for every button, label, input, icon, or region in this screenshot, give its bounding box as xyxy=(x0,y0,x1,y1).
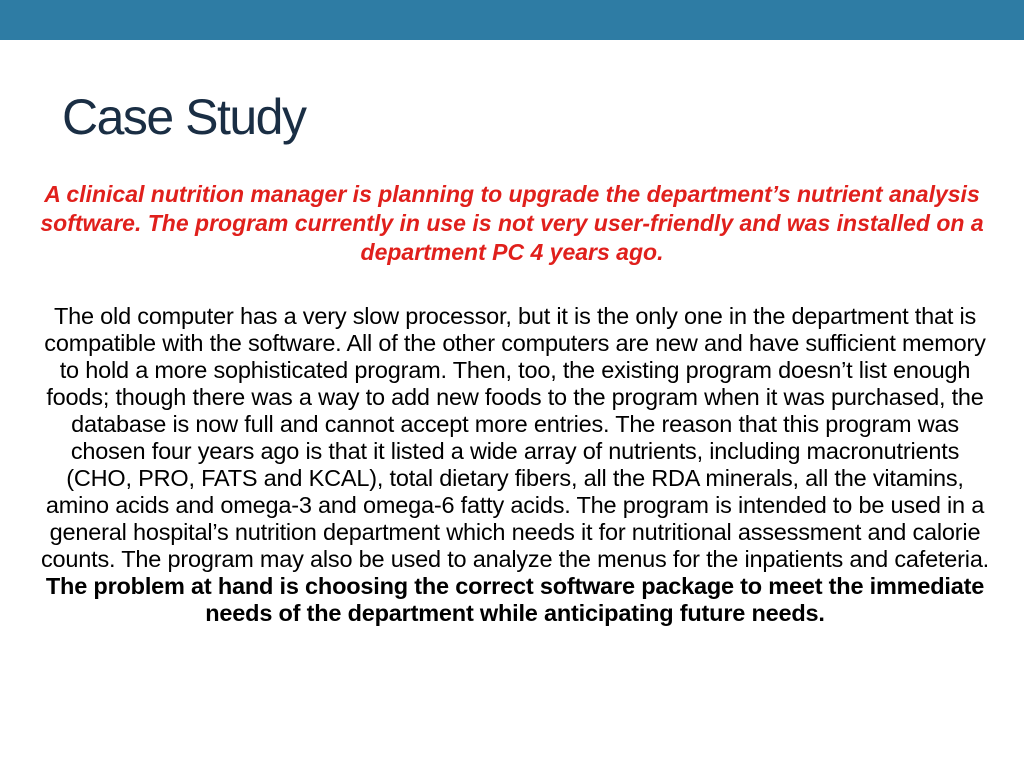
slide-title: Case Study xyxy=(62,89,306,145)
case-details-text: The old computer has a very slow processor, but it is the only one in the department that is compatible with the software. All of the other computers are new and have sufficient memory to hold a more sophisticated program. Then, too, the existing program doesn’t list enough foods; though there was a way to add new foods to the program when it was purchased, the database is now full and cannot accept more entries. The reason that this program was chosen four years ago is that it listed a wide array of nutrients, including macronutrients (CHO, PRO, FATS and KCAL), total dietary fibers, all the RDA minerals, all the vitamins, amino acids and omega-3 and omega-6 fatty acids. The program is intended to be used in a general hospital’s nutrition department which needs it for nutritional assessment and calorie counts. The program may also be used to analyze the menus for the inpatients and cafeteria. xyxy=(40,303,990,572)
problem-statement: The problem at hand is choosing the correct software package to meet the immediate needs of the department while anticipating future needs. xyxy=(45,573,985,626)
case-intro: A clinical nutrition manager is planning to upgrade the department’s nutrient analysis software. The program currently in use is not very user-friendly and was installed on a department PC 4 years ago. xyxy=(40,181,984,265)
case-details xyxy=(40,303,990,627)
header-bar xyxy=(0,0,1024,40)
